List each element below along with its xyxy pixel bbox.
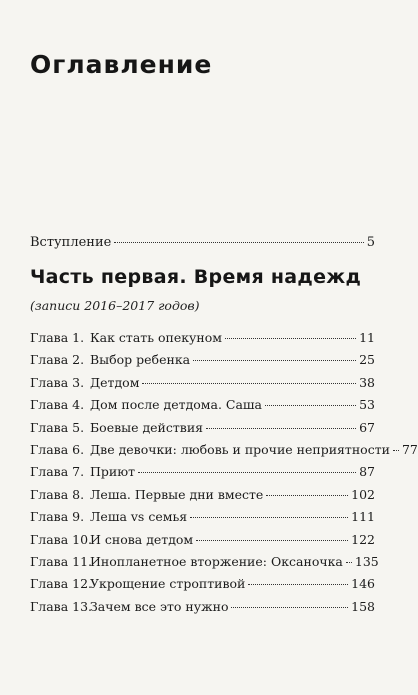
chapter-title: Боевые действия: [90, 419, 204, 435]
chapter-number: Глава 6.: [30, 441, 85, 457]
chapter-page-number: 111: [351, 509, 375, 525]
chapter-title: Как стать опекуном: [90, 330, 222, 345]
chapter-title: Детдом: [90, 374, 140, 390]
toc-entry-chapter-12[interactable]: [30, 576, 375, 598]
chapter-number: Глава 5.: [30, 419, 85, 435]
chapter-title: Две девочки: любовь и прочие неприятности: [90, 441, 390, 457]
dot-leader: [206, 428, 356, 429]
toc-entry-chapter-11[interactable]: [30, 553, 379, 576]
toc-entry-intro[interactable]: [30, 235, 375, 250]
toc-entry-chapter-7[interactable]: [30, 464, 375, 486]
dot-leader: [231, 607, 348, 608]
chapter-number: Глава 2.: [30, 352, 85, 368]
chapter-title: Инопланетное вторжение: Оксаночка: [90, 553, 343, 569]
chapter-number: Глава 12.: [30, 576, 93, 592]
dot-leader: [138, 472, 356, 473]
toc-entry-chapter-9[interactable]: [30, 509, 375, 531]
chapter-title: Приют: [90, 464, 136, 480]
chapter-title: Укрощение строптивой: [90, 576, 246, 592]
chapter-page-number: 38: [359, 374, 375, 390]
chapter-number: Глава 9.: [30, 509, 85, 525]
chapter-page-number: 11: [359, 330, 375, 345]
chapter-number: Глава 8.: [30, 486, 85, 502]
chapter-title: Леша. Первые дни вместе: [90, 486, 264, 502]
part-subtitle: (записи 2016–2017 годов): [30, 298, 200, 313]
chapter-page-number: 25: [359, 352, 375, 368]
dot-leader: [225, 338, 356, 339]
dot-leader: [248, 584, 348, 585]
toc-entry-chapter-6[interactable]: [30, 441, 418, 464]
chapter-page-number: 146: [351, 576, 375, 592]
chapter-number: Глава 1.: [30, 330, 85, 345]
entry-title: Вступление: [30, 235, 112, 250]
dot-leader: [114, 242, 363, 243]
chapter-page-number: 77: [401, 441, 418, 457]
chapter-number: Глава 11.: [30, 553, 93, 569]
chapter-number: Глава 10.: [30, 531, 93, 547]
chapter-page-number: 122: [351, 531, 375, 547]
dot-leader: [190, 517, 348, 518]
chapter-list: [30, 330, 418, 621]
chapter-title: Зачем все это нужно: [90, 598, 229, 614]
toc-entry-chapter-3[interactable]: [30, 375, 375, 397]
chapter-page-number: 102: [351, 486, 375, 502]
toc-entry-chapter-10[interactable]: [30, 532, 375, 554]
part-title: Часть первая. Время надежд: [30, 266, 362, 288]
chapter-page-number: 53: [359, 397, 375, 413]
chapter-title: Дом после детдома. Саша: [90, 397, 262, 413]
toc-heading: Оглавление: [30, 50, 213, 79]
dot-leader: [346, 562, 352, 563]
chapter-title: И снова детдом: [90, 531, 194, 547]
chapter-page-number: 87: [359, 464, 375, 480]
toc-entry-chapter-4[interactable]: [30, 397, 375, 419]
dot-leader: [265, 405, 356, 406]
toc-entry-chapter-5[interactable]: [30, 420, 375, 442]
dot-leader: [193, 360, 356, 361]
toc-entry-chapter-1[interactable]: [30, 330, 375, 352]
chapter-number: Глава 7.: [30, 464, 85, 480]
toc-entry-chapter-13[interactable]: [30, 599, 375, 621]
chapter-page-number: 158: [351, 598, 375, 614]
chapter-page-number: 67: [359, 419, 375, 435]
dot-leader: [393, 450, 399, 451]
dot-leader: [266, 495, 348, 496]
toc-entry-chapter-2[interactable]: [30, 352, 375, 374]
entry-page-number: 5: [366, 235, 375, 250]
chapter-number: Глава 4.: [30, 397, 85, 413]
chapter-page-number: 135: [354, 553, 379, 569]
chapter-number: Глава 13.: [30, 598, 93, 614]
toc-entry-chapter-8[interactable]: [30, 487, 375, 509]
chapter-title: Леша vs семья: [90, 509, 188, 525]
dot-leader: [196, 540, 348, 541]
chapter-number: Глава 3.: [30, 374, 85, 390]
chapter-title: Выбор ребенка: [90, 352, 191, 368]
dot-leader: [142, 383, 356, 384]
